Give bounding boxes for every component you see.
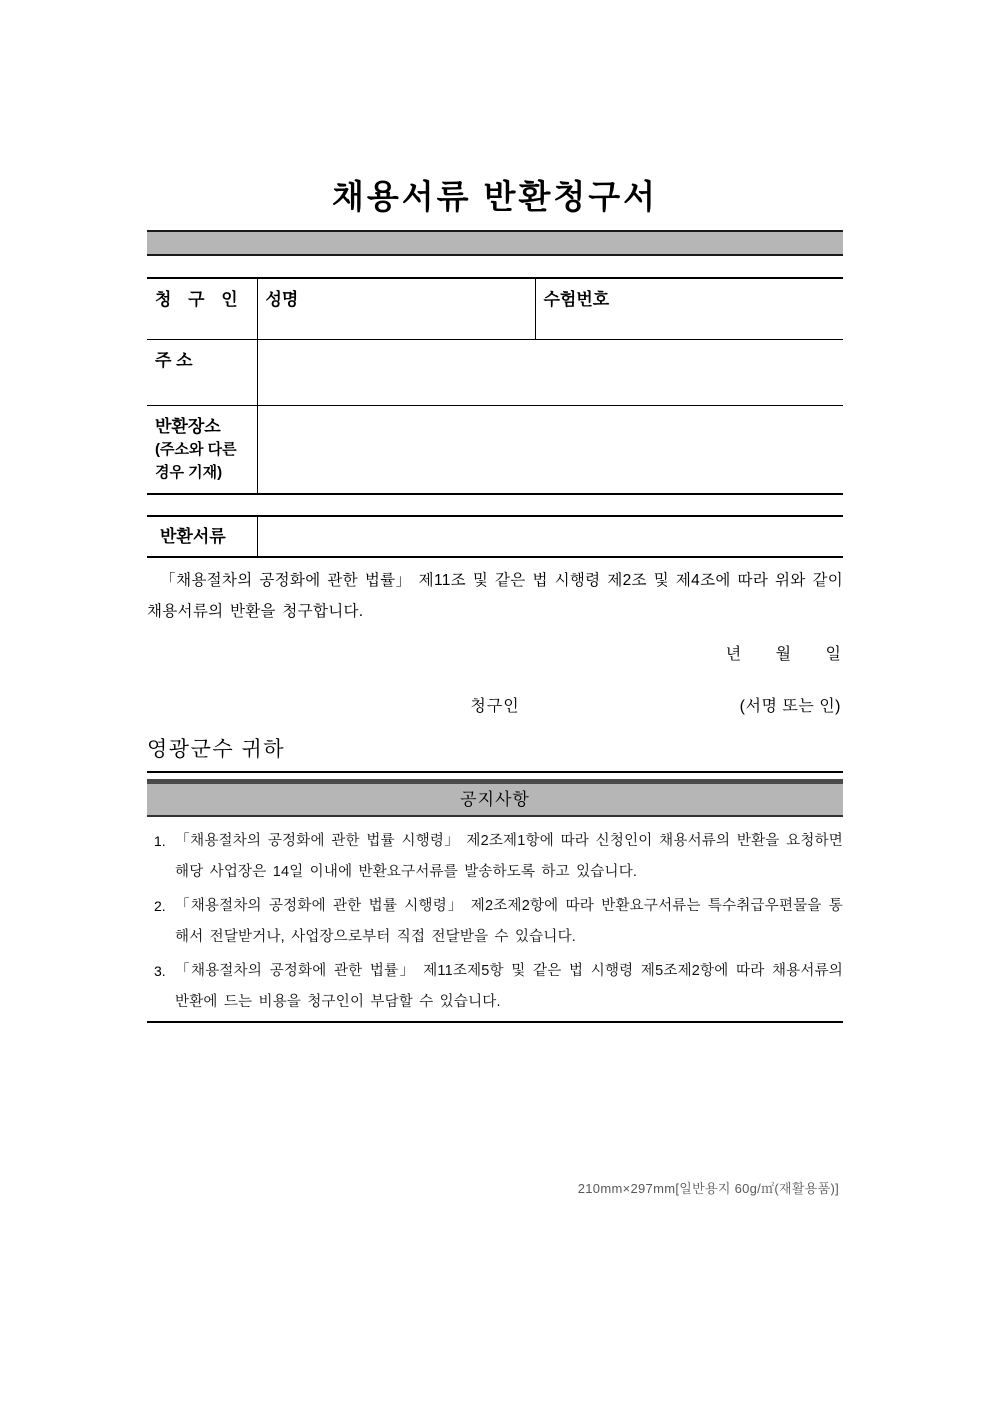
section-divider-rule <box>147 771 843 773</box>
signature-row <box>147 693 843 715</box>
signature-note: (서명 또는 인) <box>739 698 841 715</box>
date-line <box>147 641 843 663</box>
notice-item <box>147 826 843 888</box>
applicant-table <box>147 277 843 495</box>
bottom-rule <box>147 1021 843 1023</box>
return-documents-label: 반환서류 <box>147 516 257 557</box>
table-row <box>147 278 843 339</box>
day-label: 일 <box>825 646 841 663</box>
notice-item <box>147 956 843 1018</box>
exam-number-field-cell[interactable] <box>535 278 843 339</box>
notice-list <box>147 826 843 1018</box>
name-field-cell[interactable] <box>257 278 535 339</box>
notice-item-text: 「채용절차의 공정화에 관한 법률」 제11조제5항 및 같은 법 시행령 제5조제2항에 따라 채용서류의 반환에 드는 비용을 청구인이 부담할 수 있습니다. <box>175 963 843 1010</box>
top-divider-bar <box>147 230 843 256</box>
notice-item <box>147 891 843 953</box>
address-field-cell[interactable] <box>257 339 843 405</box>
page-title: 채용서류 반환청구서 <box>331 178 659 215</box>
return-place-label-cell <box>147 405 257 494</box>
table-row <box>147 339 843 405</box>
page-content <box>147 0 843 1196</box>
table-row <box>147 405 843 494</box>
paper-size-footer: 210mm×297mm[일반용지 60g/㎡(재활용품)] <box>577 1181 839 1196</box>
notice-item-text: 「채용절차의 공정화에 관한 법률 시행령」 제2조제1항에 따라 신청인이 채용서류의 반환을 요청하면 해당 사업장은 14일 이내에 반환요구서류를 발송하도록 하고 있습니다. <box>175 833 843 880</box>
signer-label: 청구인 <box>470 698 520 715</box>
recipient-line: 영광군수 귀하 <box>147 738 286 761</box>
notice-header-bar: 공지사항 <box>147 779 843 817</box>
table-row <box>147 516 843 557</box>
declaration-paragraph: 「채용절차의 공정화에 관한 법률」 제11조 및 같은 법 시행령 제2조 및 제4조에 따라 위와 같이 채용서류의 반환을 청구합니다. <box>147 572 843 620</box>
return-documents-table <box>147 515 843 558</box>
applicant-label: 청 구 인 <box>147 278 257 339</box>
notice-item-number: 3. <box>154 963 166 979</box>
month-label: 월 <box>775 646 792 663</box>
notice-item-number: 2. <box>154 898 166 914</box>
notice-item-text: 「채용절차의 공정화에 관한 법률 시행령」 제2조제2항에 따라 반환요구서류는 특수취급우편물을 통해서 전달받거나, 사업장으로부터 직접 전달받을 수 있습니다. <box>175 898 843 945</box>
return-place-field-cell[interactable] <box>257 405 843 494</box>
year-label: 년 <box>725 646 742 663</box>
return-place-note-line1: (주소와 다른 <box>155 440 237 458</box>
name-label: 성명 <box>265 290 299 309</box>
notice-item-number: 1. <box>154 833 166 849</box>
address-label: 주 소 <box>147 339 257 405</box>
return-documents-field-cell[interactable] <box>257 516 843 557</box>
return-place-note-line2: 경우 기재) <box>155 463 223 481</box>
exam-number-label: 수험번호 <box>543 290 610 309</box>
return-place-label: 반환장소 <box>155 416 221 436</box>
